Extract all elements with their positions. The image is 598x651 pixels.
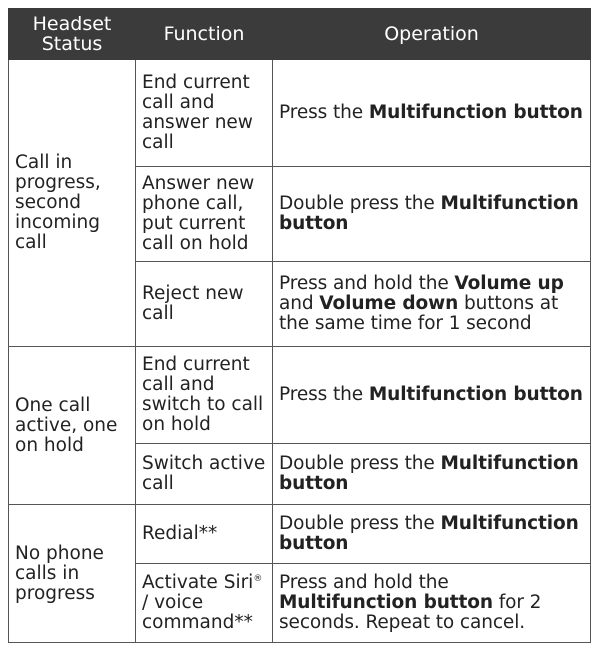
operation-cell: Press the Multifunction button: [273, 60, 591, 167]
header-operation: Operation: [273, 9, 591, 60]
operation-cell: Double press the Multifunction button: [273, 444, 591, 505]
function-cell: End current call and answer new call: [136, 60, 273, 167]
header-headset-status: Headset Status: [9, 9, 136, 60]
function-cell: Reject new call: [136, 262, 273, 347]
table-row: [9, 505, 591, 564]
function-cell: Redial**: [136, 505, 273, 564]
status-cell: No phone calls in progress: [9, 505, 136, 643]
header-row: [9, 9, 591, 60]
operation-cell: Press and hold the Multifunction button for 2 seconds. Repeat to cancel.: [273, 564, 591, 643]
operation-cell: Press the Multifunction button: [273, 347, 591, 444]
registered-mark: ®: [253, 573, 263, 584]
status-cell: One call active, one on hold: [9, 347, 136, 505]
operation-cell: Press and hold the Volume up and Volume down buttons at the same time for 1 second: [273, 262, 591, 347]
table-row: [9, 60, 591, 167]
operation-cell: Double press the Multifunction button: [273, 167, 591, 262]
function-cell: End current call and switch to call on hold: [136, 347, 273, 444]
headset-controls-table: [8, 8, 591, 643]
function-cell: Answer new phone call, put current call on hold: [136, 167, 273, 262]
header-function: Function: [136, 9, 273, 60]
function-cell: Activate Siri® / voice command**: [136, 564, 273, 643]
table-row: [9, 347, 591, 444]
function-cell: Switch active call: [136, 444, 273, 505]
operation-cell: Double press the Multifunction button: [273, 505, 591, 564]
status-cell: Call in progress, second incoming call: [9, 60, 136, 347]
